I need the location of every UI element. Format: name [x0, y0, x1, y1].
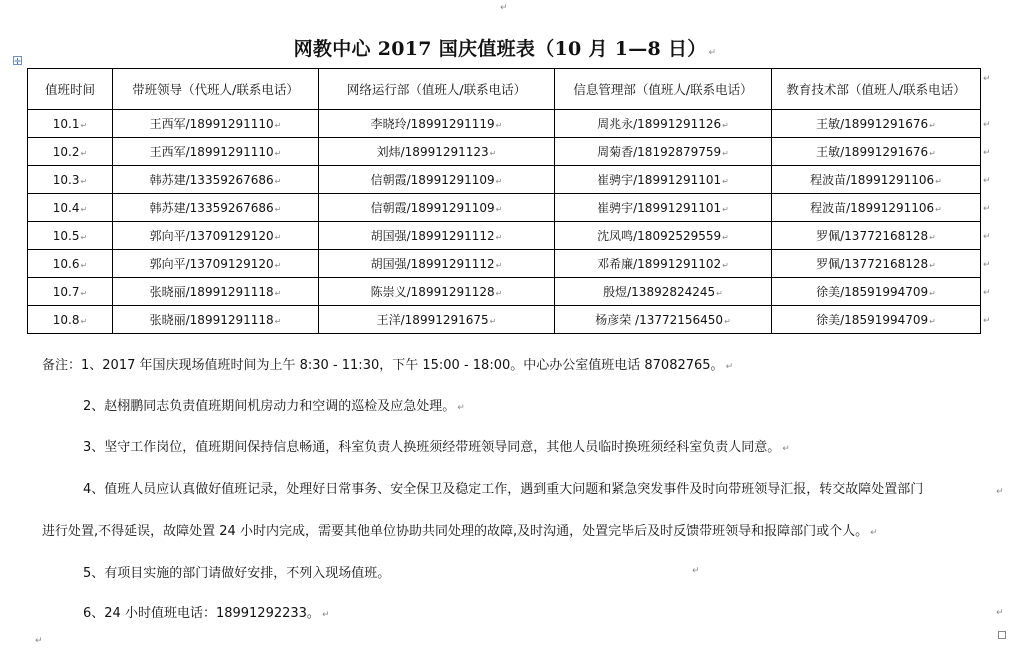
note-text: 3、坚守工作岗位，值班期间保持信息畅通，科室负责人换班须经带班领导同意，其他人员临时换班须经科室负责人同意。 [83, 440, 781, 455]
note-6 [83, 602, 329, 621]
paragraph-mark: ↵ [983, 74, 991, 84]
paragraph-mark: ↵ [722, 261, 729, 270]
paragraph-mark: ↵ [274, 121, 282, 130]
duty-date-cell [28, 138, 113, 166]
table-header-row [28, 69, 981, 110]
cell-text: 罗佩/13772168128 [816, 229, 929, 243]
paragraph-mark: ↵ [495, 289, 503, 298]
cell-text: 沈凤鸣/18092529559 [597, 229, 722, 243]
cell-text: 殷煜/13892824245 [603, 285, 716, 299]
duty-date-cell [28, 194, 113, 222]
edu-tech-cell [772, 222, 981, 250]
note-4-continued [42, 520, 878, 539]
paragraph-mark: ↵ [274, 177, 282, 186]
note-5 [83, 562, 390, 581]
cell-text: 周菊香/18192879759 [597, 145, 722, 159]
network-ops-cell [319, 194, 555, 222]
paragraph-mark: ↵ [80, 260, 88, 270]
table-row [28, 306, 981, 334]
note-text: 6、24 小时值班电话：18991292233。 [83, 606, 320, 621]
paragraph-mark: ↵ [983, 176, 991, 186]
leader-cell [113, 306, 319, 334]
note-2 [83, 395, 465, 414]
cell-text: 10.6 [52, 256, 80, 271]
info-mgmt-cell [555, 222, 772, 250]
leader-cell [113, 278, 319, 306]
paragraph-mark: ↵ [489, 149, 497, 158]
paragraph-mark: ↵ [708, 48, 717, 58]
cell-text: 10.3 [52, 172, 80, 187]
leader-cell [113, 166, 319, 194]
paragraph-mark: ↵ [935, 205, 942, 214]
leader-cell [113, 222, 319, 250]
paragraph-mark: ↵ [870, 528, 878, 538]
paragraph-mark: ↵ [983, 120, 991, 130]
duty-date-cell [28, 110, 113, 138]
leader-cell [113, 250, 319, 278]
paragraph-mark: ↵ [80, 176, 88, 186]
paragraph-mark: ↵ [929, 317, 936, 326]
leader-cell [113, 110, 319, 138]
paragraph-mark: ↵ [722, 177, 729, 186]
duty-date-cell [28, 278, 113, 306]
paragraph-mark: ↵ [692, 566, 700, 576]
edu-tech-cell [772, 278, 981, 306]
paragraph-mark: ↵ [500, 3, 508, 13]
paragraph-mark: ↵ [725, 362, 734, 372]
cell-text: 胡国强/18991291112 [370, 229, 495, 243]
paragraph-mark: ↵ [80, 288, 88, 298]
network-ops-cell [319, 222, 555, 250]
paragraph-mark: ↵ [983, 204, 991, 214]
edu-tech-cell [772, 194, 981, 222]
cell-text: 信朝霞/18991291109 [370, 173, 495, 187]
info-mgmt-cell [555, 166, 772, 194]
edu-tech-cell [772, 250, 981, 278]
note-text: 5、有项目实施的部门请做好安排，不列入现场值班。 [83, 566, 391, 581]
network-ops-cell [319, 250, 555, 278]
paragraph-mark: ↵ [983, 232, 991, 242]
cell-text: 韩苏建/13359267686 [149, 201, 274, 215]
cell-text: 王洋/18991291675 [376, 313, 489, 327]
info-mgmt-cell [555, 306, 772, 334]
cell-text: 王敏/18991291676 [816, 117, 929, 131]
paragraph-mark: ↵ [274, 149, 282, 158]
paragraph-mark: ↵ [274, 317, 282, 326]
paragraph-mark: ↵ [929, 149, 936, 158]
note-4 [83, 478, 923, 497]
cell-text: 韩苏建/13359267686 [149, 173, 274, 187]
cell-text: 李晓玲/18991291119 [370, 117, 495, 131]
cell-text: 10.4 [52, 200, 80, 215]
paragraph-mark: ↵ [983, 316, 991, 326]
paragraph-mark: ↵ [495, 233, 503, 242]
duty-roster-table [27, 68, 981, 334]
table-move-handle-icon[interactable]: ✛ [14, 57, 21, 66]
duty-date-cell [28, 306, 113, 334]
info-mgmt-cell [555, 250, 772, 278]
edu-tech-cell [772, 110, 981, 138]
cell-text: 胡国强/18991291112 [370, 257, 495, 271]
paragraph-mark: ↵ [274, 261, 282, 270]
info-mgmt-cell [555, 138, 772, 166]
paragraph-mark: ↵ [321, 610, 330, 620]
cell-text: 徐美/18591994709 [816, 313, 929, 327]
paragraph-mark: ↵ [274, 233, 282, 242]
table-row [28, 194, 981, 222]
cell-text: 邓希廉/18991291102 [597, 257, 722, 271]
paragraph-mark: ↵ [274, 289, 282, 298]
edu-tech-cell [772, 138, 981, 166]
network-ops-cell [319, 306, 555, 334]
paragraph-mark: ↵ [716, 289, 723, 298]
paragraph-mark: ↵ [996, 608, 1004, 618]
paragraph-mark: ↵ [929, 233, 936, 242]
paragraph-mark: ↵ [929, 289, 936, 298]
cell-text: 郭向平/13709129120 [149, 257, 274, 271]
cell-text: 崔骋宇/18991291101 [597, 173, 722, 187]
cell-text: 10.1 [52, 116, 80, 131]
paragraph-mark: ↵ [983, 260, 991, 270]
header-network-ops: 网络运行部（值班人/联系电话） [319, 69, 555, 110]
edu-tech-cell [772, 166, 981, 194]
cell-text: 张晓丽/18991291118 [149, 313, 274, 327]
paragraph-mark: ↵ [495, 261, 503, 270]
note-text: 4、值班人员应认真做好值班记录，处理好日常事务、安全保卫及稳定工作，遇到重大问题和紧急突发事件及时向带班领导汇报，转交故障处置部门 [83, 482, 924, 497]
note-text: 进行处置,不得延误，故障处置 24 小时内完成，需要其他单位协助共同处理的故障,及时沟通，处置完毕后及时反馈带班领导和报障部门或个人。 [42, 524, 869, 539]
paragraph-mark: ↵ [782, 444, 790, 454]
cell-text: 程波苗/18991291106 [810, 173, 935, 187]
paragraph-mark: ↵ [722, 233, 729, 242]
paragraph-mark: ↵ [935, 177, 942, 186]
paragraph-mark: ↵ [722, 205, 729, 214]
info-mgmt-cell [555, 194, 772, 222]
cell-text: 10.7 [52, 284, 80, 299]
cell-text: 王西军/18991291110 [149, 117, 274, 131]
table-row [28, 278, 981, 306]
cell-text: 程波苗/18991291106 [810, 201, 935, 215]
paragraph-mark: ↵ [80, 316, 88, 326]
network-ops-cell [319, 166, 555, 194]
cell-text: 王西军/18991291110 [149, 145, 274, 159]
leader-cell [113, 138, 319, 166]
paragraph-mark: ↵ [35, 636, 43, 646]
paragraph-mark: ↵ [722, 149, 729, 158]
note-3 [83, 436, 790, 455]
table-row [28, 222, 981, 250]
duty-date-cell [28, 166, 113, 194]
paragraph-mark: ↵ [929, 261, 936, 270]
paragraph-mark: ↵ [80, 148, 88, 158]
cell-text: 郭向平/13709129120 [149, 229, 274, 243]
network-ops-cell [319, 138, 555, 166]
table-row [28, 166, 981, 194]
paragraph-mark: ↵ [495, 205, 503, 214]
header-info-mgmt: 信息管理部（值班人/联系电话） [555, 69, 772, 110]
header-duty-date: 值班时间 [28, 69, 113, 110]
paragraph-mark: ↵ [722, 121, 729, 130]
duty-date-cell [28, 250, 113, 278]
duty-date-cell [28, 222, 113, 250]
paragraph-mark: ↵ [983, 148, 991, 158]
table-row [28, 110, 981, 138]
paragraph-mark: ↵ [457, 403, 465, 413]
cell-text: 10.5 [52, 228, 80, 243]
cell-text: 崔骋宇/18991291101 [597, 201, 722, 215]
note-text: 备注：1、2017 年国庆现场值班时间为上午 8:30 - 11:30，下午 15:00 - 18:00。中心办公室值班电话 87082765。 [42, 358, 724, 373]
page-corner-marker [998, 631, 1006, 639]
network-ops-cell [319, 110, 555, 138]
cell-text: 徐美/18591994709 [816, 285, 929, 299]
paragraph-mark: ↵ [996, 487, 1004, 497]
cell-text: 罗佩/13772168128 [816, 257, 929, 271]
cell-text: 陈崇义/18991291128 [370, 285, 495, 299]
cell-text: 周兆永/18991291126 [597, 117, 722, 131]
cell-text: 10.8 [52, 312, 80, 327]
note-1 [42, 354, 733, 373]
paragraph-mark: ↵ [929, 121, 936, 130]
paragraph-mark: ↵ [489, 317, 497, 326]
paragraph-mark: ↵ [495, 121, 503, 130]
document-title [0, 34, 1010, 61]
info-mgmt-cell [555, 110, 772, 138]
note-text: 2、赵栩鹏同志负责值班期间机房动力和空调的巡检及应急处理。 [83, 399, 456, 414]
paragraph-mark: ↵ [274, 205, 282, 214]
cell-text: 杨彦荣 /13772156450 [595, 313, 724, 327]
leader-cell [113, 194, 319, 222]
network-ops-cell [319, 278, 555, 306]
table-row [28, 138, 981, 166]
table-row [28, 250, 981, 278]
paragraph-mark: ↵ [724, 317, 731, 326]
paragraph-mark: ↵ [80, 204, 88, 214]
title-text: 网教中心 2017 国庆值班表（10 月 1—8 日） [293, 38, 707, 60]
header-edu-tech: 教育技术部（值班人/联系电话） [772, 69, 981, 110]
edu-tech-cell [772, 306, 981, 334]
cell-text: 刘炜/18991291123 [376, 145, 489, 159]
cell-text: 信朝霞/18991291109 [370, 201, 495, 215]
paragraph-mark: ↵ [983, 288, 991, 298]
cell-text: 张晓丽/18991291118 [149, 285, 274, 299]
cell-text: 10.2 [52, 144, 80, 159]
paragraph-mark: ↵ [80, 120, 88, 130]
cell-text: 王敏/18991291676 [816, 145, 929, 159]
paragraph-mark: ↵ [495, 177, 503, 186]
paragraph-mark: ↵ [80, 232, 88, 242]
info-mgmt-cell [555, 278, 772, 306]
header-leader: 带班领导（代班人/联系电话） [113, 69, 319, 110]
